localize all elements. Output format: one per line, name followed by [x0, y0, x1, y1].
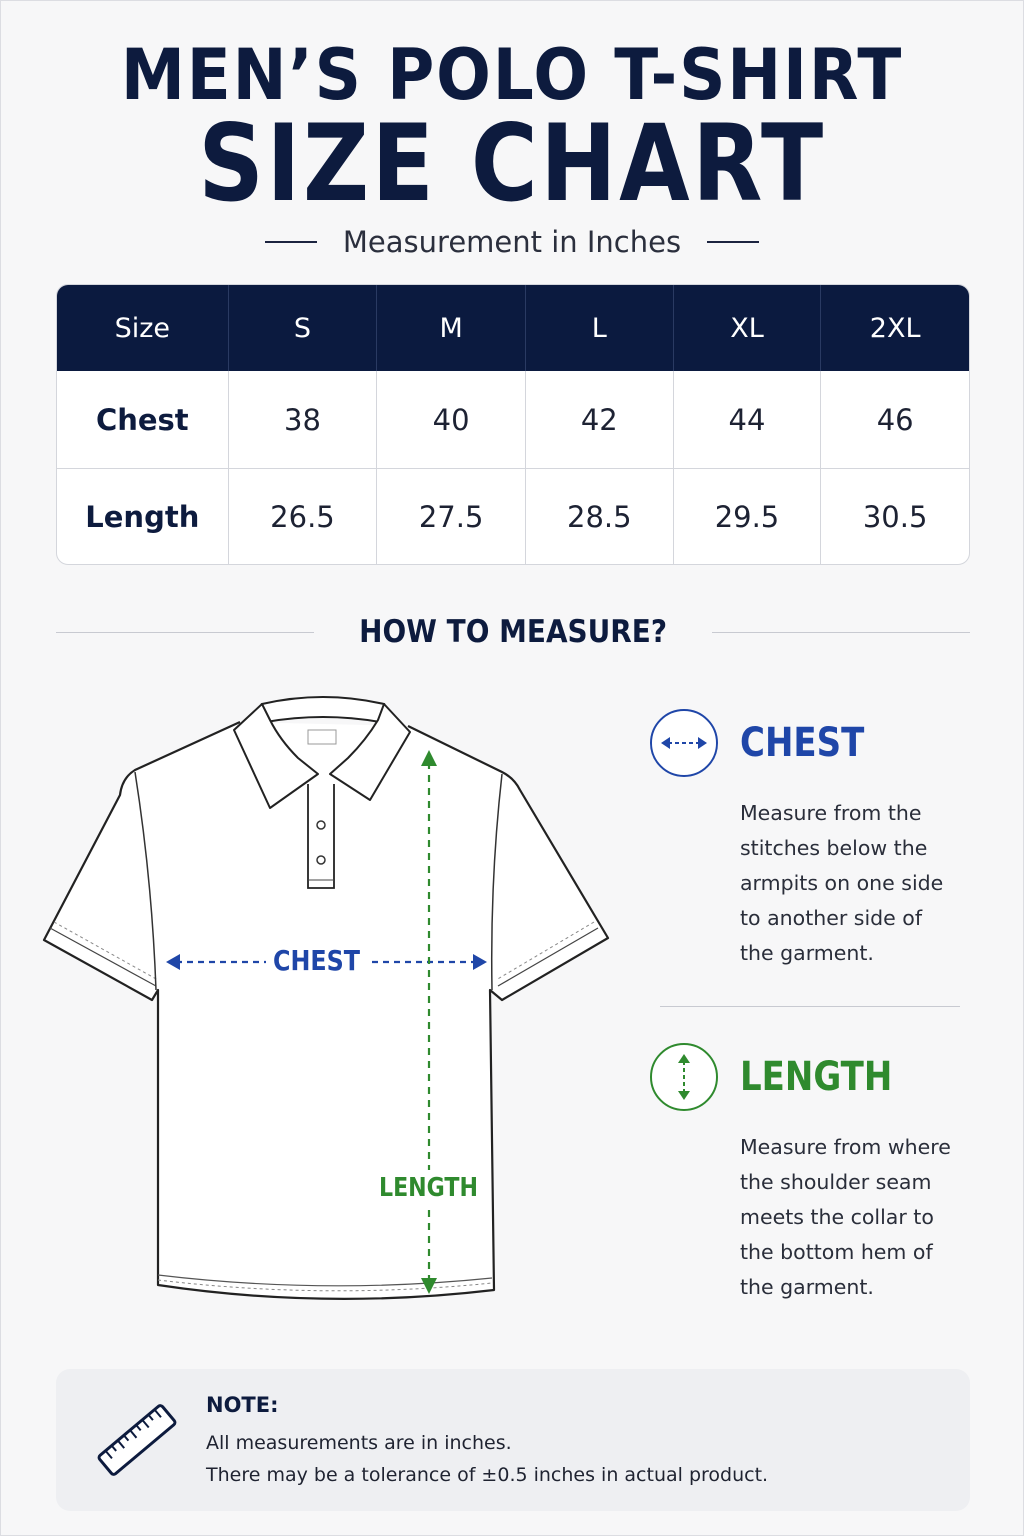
how-to-measure-title: HOW TO MEASURE?: [359, 614, 667, 650]
subtitle-dash-right: [707, 241, 759, 243]
header-cell-2xl: 2XL: [869, 312, 921, 344]
chest-info-header: [650, 708, 970, 778]
table-row-chest: [57, 371, 969, 469]
length-info-title: LENGTH: [740, 1054, 893, 1100]
header-cell-size: Size: [57, 285, 229, 371]
note-line-1: All measurements are in inches.: [206, 1432, 512, 1454]
length-text-line: Measure from where: [740, 1135, 951, 1159]
info-divider: [660, 1006, 960, 1007]
table-cell: 28.5: [526, 469, 674, 564]
table-cell: 29.5: [674, 469, 822, 564]
table-cell: 40: [377, 371, 526, 468]
note-line-2: There may be a tolerance of ±0.5 inches in actual product.: [206, 1464, 769, 1486]
size-table: [56, 284, 970, 565]
length-info-header: [650, 1042, 970, 1112]
subtitle-dash-left: [265, 241, 317, 243]
header-cell-l: L: [526, 285, 674, 371]
diagram-length-label: LENGTH: [379, 1173, 478, 1203]
table-cell: 44: [674, 371, 822, 468]
header-cell-m: M: [377, 285, 526, 371]
table-cell: 30.5: [862, 499, 928, 534]
length-text-line: the garment.: [740, 1275, 874, 1299]
chest-text-line: Measure from the: [740, 801, 922, 825]
length-info: [650, 1042, 970, 1305]
title-line-2: SIZE CHART: [198, 102, 826, 225]
polo-shirt-diagram: [40, 690, 610, 1310]
chest-text-line: to another side of: [740, 906, 923, 930]
length-info-text: [740, 1130, 970, 1305]
subtitle-row: [0, 222, 1024, 262]
vertical-arrow-icon: [650, 1043, 718, 1111]
table-cell: 27.5: [377, 469, 526, 564]
ruler-icon: [92, 1395, 182, 1485]
length-text-line: the bottom hem of: [740, 1240, 933, 1264]
header-cell-s: S: [229, 285, 378, 371]
diagram-chest-label: CHEST: [273, 944, 361, 977]
polo-shirt-icon: [40, 690, 610, 1310]
header-cell-xl: XL: [674, 285, 822, 371]
length-text-line: meets the collar to: [740, 1205, 934, 1229]
length-text-line: the shoulder seam: [740, 1170, 932, 1194]
row-label-chest: Chest: [57, 371, 229, 468]
chest-text-line: armpits on one side: [740, 871, 944, 895]
table-cell: 42: [526, 371, 674, 468]
row-label-length: Length: [57, 469, 229, 564]
how-to-measure-header: [56, 610, 970, 654]
chest-info-title: CHEST: [740, 720, 865, 766]
chest-info: [650, 708, 970, 971]
table-cell: 46: [876, 402, 914, 437]
divider-right: [712, 632, 970, 633]
table-cell: 38: [229, 371, 378, 468]
note-title: NOTE:: [206, 1393, 279, 1417]
table-row-length: [57, 469, 969, 564]
divider-left: [56, 632, 314, 633]
chest-text-line: stitches below the: [740, 836, 928, 860]
chest-info-text: [740, 796, 970, 971]
subtitle: Measurement in Inches: [342, 225, 682, 259]
table-cell: 26.5: [229, 469, 378, 564]
horizontal-arrow-icon: [650, 709, 718, 777]
note-box: [56, 1369, 970, 1511]
title-line-1: MEN’S POLO T-SHIRT: [120, 34, 904, 116]
chest-text-line: the garment.: [740, 941, 874, 965]
table-header-row: [57, 285, 969, 371]
